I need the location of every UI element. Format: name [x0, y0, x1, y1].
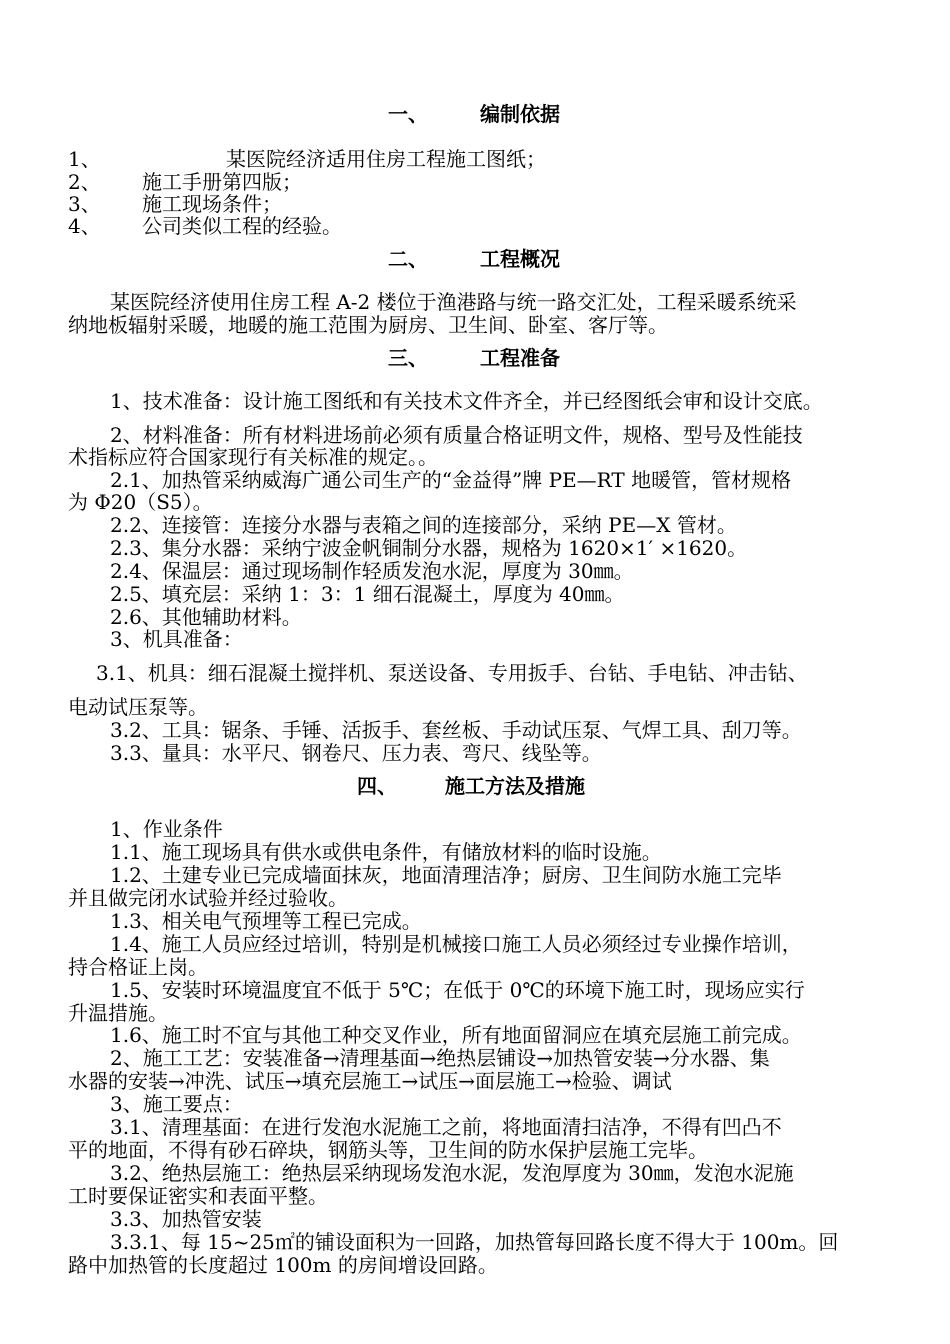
section-title: 工程概况	[480, 247, 560, 271]
paragraph-line: 工时要保证密实和表面平整。	[68, 1184, 328, 1208]
paragraph-line: 3.1、清理基面：在进行发泡水泥施工之前，将地面清扫洁净，不得有凹凸不	[110, 1115, 782, 1139]
paragraph-line: 2.1、加热管采纳威海广通公司生产的“金益得”牌 PE—RT 地暖管，管材规格	[110, 468, 792, 492]
paragraph-line: 升温措施。	[68, 1001, 168, 1025]
paragraph-line: 1.1、施工现场具有供水或供电条件，有储放材料的临时设施。	[110, 840, 662, 864]
paragraph-line: 3.3.1、每 15~25㎡的铺设面积为一回路，加热管每回路长度不得大于 100m。回	[110, 1230, 839, 1254]
paragraph-line: 纳地板辐射采暖，地暖的施工范围为厨房、卫生间、卧室、客厅等。	[68, 313, 668, 337]
list-item	[68, 193, 668, 215]
paragraph-line: 并且做完闭水试验并经过验收。	[68, 886, 348, 910]
paragraph-line: 持合格证上岗。	[68, 955, 208, 979]
paragraph-line: 2.4、保温层：通过现场制作轻质发泡水泥，厚度为 30㎜。	[110, 559, 634, 583]
paragraph-line: 1.6、施工时不宜与其他工种交叉作业，所有地面留洞应在填充层施工前完成。	[110, 1023, 802, 1047]
section-title: 编制依据	[480, 102, 560, 126]
paragraph-line: 2.6、其他辅助材料。	[110, 605, 302, 629]
paragraph-line: 术指标应符合国家现行有关标准的规定。。	[68, 445, 438, 469]
list-number: 1、	[68, 147, 101, 171]
section-heading	[388, 248, 588, 270]
list-number: 2、	[68, 170, 101, 194]
list-text: 施工现场条件；	[142, 192, 282, 216]
section-heading	[388, 103, 588, 125]
paragraph-line: 某医院经济使用住房工程 A-2 楼位于渔港路与统一路交汇处，工程采暖系统采	[110, 290, 797, 314]
paragraph-line: 1、作业条件	[110, 817, 223, 841]
list-item	[68, 171, 668, 193]
section-number: 二、	[388, 247, 428, 271]
paragraph-line: 2、施工工艺：安装准备→清理基面→绝热层铺设→加热管安装→分水器、集	[110, 1046, 770, 1070]
list-number: 4、	[68, 214, 101, 238]
section-heading	[357, 775, 637, 797]
paragraph-line: 1.3、相关电气预埋等工程已完成。	[110, 909, 422, 933]
paragraph-line: 3.2、工具：锯条、手锤、活扳手、套丝板、手动试压泵、气焊工具、刮刀等。	[110, 718, 802, 742]
paragraph-line: 平的地面，不得有砂石碎块，钢筋头等，卫生间的防水保护层施工完毕。	[68, 1138, 708, 1162]
paragraph-line: 3.3、量具：水平尺、钢卷尺、压力表、弯尺、线坠等。	[110, 741, 602, 765]
section-number: 一、	[388, 102, 428, 126]
paragraph-line: 1、技术准备：设计施工图纸和有关技术文件齐全，并已经图纸会审和设计交底。	[110, 389, 823, 413]
paragraph-line: 2、材料准备：所有材料进场前必须有质量合格证明文件，规格、型号及性能技	[110, 423, 803, 447]
list-text: 某医院经济适用住房工程施工图纸；	[226, 147, 546, 171]
paragraph-line: 为 Φ20（S5）。	[68, 490, 213, 514]
paragraph-line: 路中加热管的长度超过 100m 的房间增设回路。	[68, 1253, 498, 1277]
paragraph-line: 2.2、连接管：连接分水器与表箱之间的连接部分，采纳 PE—X 管材。	[110, 513, 737, 537]
section-number: 四、	[357, 774, 397, 798]
paragraph-line: 2.3、集分水器：采纳宁波金帆铜制分水器，规格为 1620×1′ ×1620。	[110, 536, 748, 560]
paragraph-line: 3、施工要点：	[110, 1092, 243, 1116]
list-item	[68, 148, 668, 170]
paragraph-line: 2.5、填充层：采纳 1：3：1 细石混凝土，厚度为 40㎜。	[110, 582, 625, 606]
section-title: 施工方法及措施	[445, 774, 585, 798]
paragraph-line: 1.4、施工人员应经过培训，特别是机械接口施工人员必须经过专业操作培训，	[110, 932, 802, 956]
paragraph-line: 3、机具准备：	[110, 627, 243, 651]
list-item	[68, 215, 668, 237]
list-number: 3、	[68, 192, 101, 216]
section-heading	[388, 347, 588, 369]
paragraph-line: 1.2、土建专业已完成墙面抹灰，地面清理洁净；厨房、卫生间防水施工完毕	[110, 863, 782, 887]
paragraph-line: 1.5、安装时环境温度宜不低于 5℃；在低于 0℃的环境下施工时，现场应实行	[110, 978, 805, 1002]
paragraph-line: 3.2、绝热层施工：绝热层采纳现场发泡水泥，发泡厚度为 30㎜，发泡水泥施	[110, 1161, 794, 1185]
section-number: 三、	[388, 346, 428, 370]
section-title: 工程准备	[480, 346, 560, 370]
paragraph-line: 电动试压泵等。	[68, 695, 208, 719]
list-text: 施工手册第四版；	[142, 170, 302, 194]
paragraph-line: 3.3、加热管安装	[110, 1207, 262, 1231]
list-text: 公司类似工程的经验。	[142, 214, 342, 238]
paragraph-line: 3.1、机具：细石混凝土搅拌机、泵送设备、专用扳手、台钻、手电钻、冲击钻、	[96, 661, 808, 685]
paragraph-line: 水器的安装→冲洗、试压→填充层施工→试压→面层施工→检验、调试	[68, 1069, 672, 1093]
